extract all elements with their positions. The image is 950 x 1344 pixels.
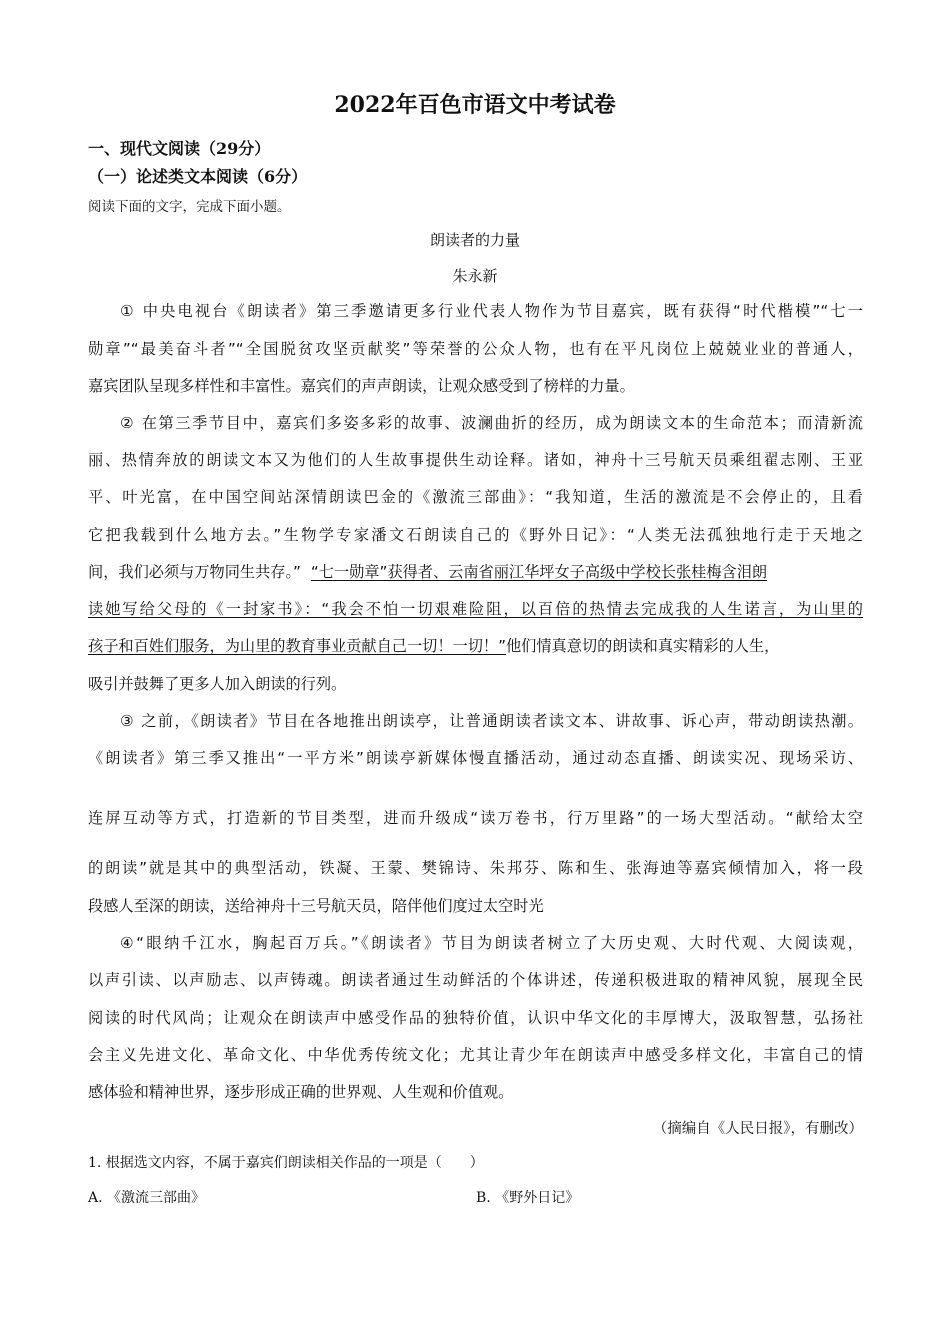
paragraph-line: 感体验和精神世界，逐步形成正确的世界观、人生观和价值观。 (88, 1083, 514, 1101)
subsection-heading-argumentative: （一）论述类文本阅读（6分） (88, 167, 308, 186)
question-1-stem: 1. 根据选文内容，不属于嘉宾们朗读相关作品的一项是（ ） (88, 1155, 484, 1171)
article-title: 朗读者的力量 (429, 231, 520, 249)
paragraph-line: 的朗读”就是其中的典型活动，铁凝、王蒙、樊锦诗、朱邦芬、陈和生、张海迪等嘉宾倾情加入，将一段 (88, 859, 863, 877)
underlined-text: “七一勋章”获得者、云南省丽江华坪女子高级中学校长张桂梅含泪朗 (310, 563, 768, 581)
plain-text: 间，我们必须与万物同生共存。” (88, 563, 301, 581)
paragraph-line: 丽、热情奔放的朗读文本又为他们的人生故事提供生动诠释。诸如，神舟十三号航天员乘组翟志刚、王亚 (88, 451, 863, 469)
underlined-text: 孩子和百姓们服务，为山里的教育事业贡献自己一切！一切！” (88, 637, 506, 655)
paragraph-line: ② 在第三季节目中，嘉宾们多姿多彩的故事、波澜曲折的经历，成为朗读文本的生命范本；而清新流 (120, 414, 863, 432)
paragraph-line: ③ 之前，《朗读者》节目在各地推出朗读亭，让普通朗读者读文本、讲故事、诉心声，带动朗读热潮。 (120, 712, 863, 730)
paragraph-line: ④“眼纳千江水，胸起百万兵。”《朗读者》节目为朗读者树立了大历史观、大时代观、大阅读观， (120, 934, 863, 952)
exam-title: 2022年百色市语文中考试卷 (334, 92, 616, 118)
paragraph-line (88, 635, 863, 656)
underlined-line: 读她写给父母的《一封家书》：“我会不怕一切艰难险阻，以百倍的热情去完成我的人生诺言，为山里的 (88, 600, 863, 618)
paragraph-line: 勋章”“最美奋斗者”“全国脱贫攻坚贡献奖”等荣誉的公众人物，也有在平凡岗位上兢兢业业的普通人， (88, 340, 863, 358)
question-1-option-b[interactable]: B. 《野外日记》 (476, 1190, 580, 1206)
paragraph-line: 平、叶光富，在中国空间站深情朗读巴金的《激流三部曲》：“我知道，生活的激流是不会停止的，且看 (88, 488, 863, 506)
paragraph-line: 连屏互动等方式，打造新的节目类型，进而升级成“读万卷书，行万里路”的一场大型活动。“献给太空 (88, 809, 863, 827)
paragraph-line: 《朗读者》第三季又推出“一平方米”朗读亭新媒体慢直播活动，通过动态直播、朗读实况、现场采访、 (88, 749, 863, 767)
article-source: （摘编自《人民日报》，有删改） (652, 1121, 863, 1137)
section-heading-reading: 一、现代文阅读（29分） (88, 139, 271, 158)
question-1-option-a[interactable]: A. 《激流三部曲》 (88, 1190, 206, 1206)
plain-text: 他们情真意切的朗读和真实精彩的人生， (505, 637, 780, 655)
article-author: 朱永新 (452, 267, 498, 285)
paragraph-line: 阅读的时代风尚；让观众在朗读声中感受作品的独特价值，认识中华文化的丰厚博大，汲取智慧，弘扬社 (88, 1009, 863, 1027)
paragraph-line: ① 中央电视台《朗读者》第三季邀请更多行业代表人物作为节目嘉宾，既有获得“时代楷模”“七一 (120, 302, 863, 320)
paragraph-line (88, 561, 863, 582)
paragraph-line: 吸引并鼓舞了更多人加入朗读的行列。 (88, 675, 347, 693)
instruction-text: 阅读下面的文字，完成下面小题。 (88, 199, 291, 215)
paragraph-line: 嘉宾团队呈现多样性和丰富性。嘉宾们的声声朗读，让观众感受到了榜样的力量。 (88, 377, 635, 395)
paragraph-line: 会主义先进文化、革命文化、中华优秀传统文化；尤其让青少年在朗读声中感受多样文化，丰富自己的情 (88, 1046, 863, 1064)
paragraph-line: 它把我载到什么地方去。”生物学专家潘文石朗读自己的《野外日记》：“人类无法孤独地行走于天地之 (88, 526, 863, 544)
paragraph-line: 段感人至深的朗读，送给神舟十三号航天员，陪伴他们度过太空时光 (88, 897, 544, 915)
paragraph-line: 以声引读、以声励志、以声铸魂。朗读者通过生动鲜活的个体讲述，传递积极进取的精神风貌，展现全民 (88, 971, 863, 989)
